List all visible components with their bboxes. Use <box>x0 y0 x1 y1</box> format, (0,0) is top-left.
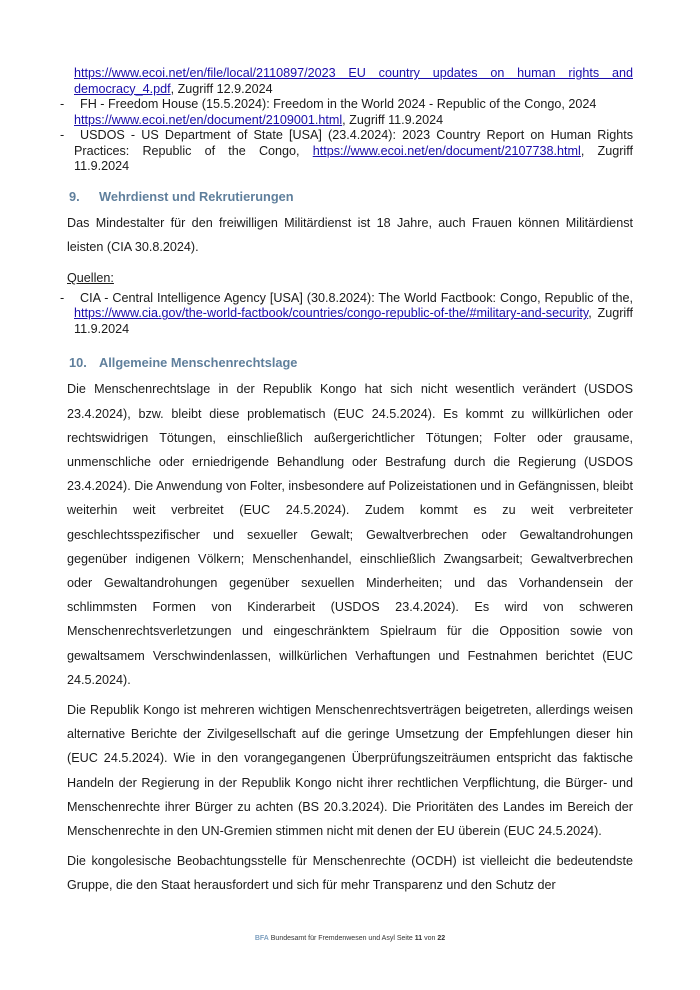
source-link-fh[interactable]: https://www.ecoi.net/en/document/2109001.html <box>74 112 343 127</box>
bullet-dash: - <box>60 290 65 305</box>
document-page <box>60 66 633 898</box>
source-suffix: , Zugriff 11.9.2024 <box>74 143 633 173</box>
footer-page-current: 11 <box>414 935 423 942</box>
source-item-usdos <box>60 128 633 175</box>
section-10-paragraph-1: Die Menschenrechtslage in der Republik Kongo hat sich nicht wesentlich verändert (USDOS 23.4.2024), bzw. bleibt diese problematisch (EUC 24.5.2024). Es kommt zu willkürlichen oder rechtswidrigen Tötungen, einschließlich außergerichtlicher Tötungen; Folter oder grausame, unmenschliche oder erniedrigende Behandlung oder Bestrafung durch die Regierung (USDOS 23.4.2024). Die Anwendung von Folter, insbesondere auf Polizeistationen und in Gefängnissen, bleibt weiterhin weit verbreitet (EUC 24.5.2024). Zudem kommt es zu weit verbreiteter geschlechtsspezifischer und sexueller Gewalt; Gewaltverbrechen oder Gewaltandrohungen gegenüber indigenen Völkern; Menschenhandel, einschließlich Zwangsarbeit; Gewaltverbrechen oder Gewaltandrohungen gegenüber sexuellen Minderheiten; und das Vorhandensein der schlimmsten Formen von Kinderarbeit (USDOS 23.4.2024). Es wird von schweren Menschenrechtsverletzungen und eingeschränktem Spielraum für die Opposition sowie von gewaltsamem Verschwindenlassen, willkürlichen Verhaftungen und Festnahmen berichtet (EUC 24.5.2024). <box>67 382 633 687</box>
source-suffix: , Zugriff 11.9.2024 <box>342 112 444 127</box>
bullet-dash: - <box>60 97 65 111</box>
source-link-usdos[interactable]: https://www.ecoi.net/en/document/2107738.html <box>312 143 581 158</box>
source-link-cia[interactable]: https://www.cia.gov/the-world-factbook/countries/congo-republic-of-the/#military-and-security <box>74 306 589 321</box>
section-heading-9 <box>67 189 633 204</box>
sources-top-list <box>60 66 633 175</box>
section-title: Wehrdienst und Rekrutierungen <box>99 188 294 204</box>
footer-org: Bundesamt für Fremdenwesen und Asyl <box>270 935 395 942</box>
source-text: FH - Freedom House (15.5.2024): Freedom in the World 2024 - Republic of the Congo, 2024 <box>80 97 597 111</box>
footer-page-label: Seite <box>396 935 413 942</box>
section-number: 9. <box>69 188 80 204</box>
source-item-fh <box>60 97 633 128</box>
section-title: Allgemeine Menschenrechtslage <box>99 355 298 371</box>
source-suffix: , Zugriff 12.9.2024 <box>170 81 273 96</box>
source-suffix: , Zugriff 11.9.2024 <box>74 306 633 336</box>
source-item-cia <box>60 290 633 338</box>
source-link-eu-country-updates-cont[interactable]: democracy_4.pdf <box>74 81 171 96</box>
bfa-logo: BFA <box>254 935 269 942</box>
section-10-paragraph-2: Die Republik Kongo ist mehreren wichtigen Menschenrechtsverträgen beigetreten, allerdings weisen alternative Berichte der Zivilgesellschaft auf die geringe Umsetzung der Empfehlungen dieser hin (EUC 24.5.2024). Wie in den vorangegangenen Überprüfungszeiträumen entspricht das faktische Handeln der Regierung in der Republik Kongo nicht ihrer rechtlichen Verpflichtung, die Bürger- und Menschenrechte ihrer Bürger zu achten (BS 20.3.2024). Die Prioritäten des Landes im Bereich der Menschenrechte in den UN-Gremien stimmen nicht mit denen der EU überein (EUC 24.5.2024). <box>67 703 633 839</box>
footer-page-total: 22 <box>437 935 446 942</box>
source-text: USDOS - US Department of State [USA] (23.4.2024): 2023 Country Report on Human Rights Practices: Republic of the Congo, <box>74 128 633 158</box>
quellen-label: Quellen: <box>67 270 114 285</box>
section-10-paragraph-3: Die kongolesische Beobachtungsstelle für Menschenrechte (OCDH) ist vielleicht die bedeutendste Gruppe, die den Staat herausfordert und sich für mehr Transparenz und den Schutz der <box>67 854 633 893</box>
source-link-eu-country-updates[interactable]: https://www.ecoi.net/en/file/local/2110897/2023 EU country updates on human rights and <box>74 66 633 80</box>
section-heading-10 <box>67 355 633 370</box>
section-9-paragraph: Das Mindestalter für den freiwilligen Militärdienst ist 18 Jahre, auch Frauen können Militärdienst leisten (CIA 30.8.2024). <box>67 215 633 254</box>
page-footer <box>0 935 700 942</box>
source-text: CIA - Central Intelligence Agency [USA] (30.8.2024): The World Factbook: Congo, Republic of the, <box>80 290 633 305</box>
footer-of-label: von <box>424 935 436 942</box>
bullet-dash: - <box>60 128 65 142</box>
section-number: 10. <box>69 355 87 371</box>
